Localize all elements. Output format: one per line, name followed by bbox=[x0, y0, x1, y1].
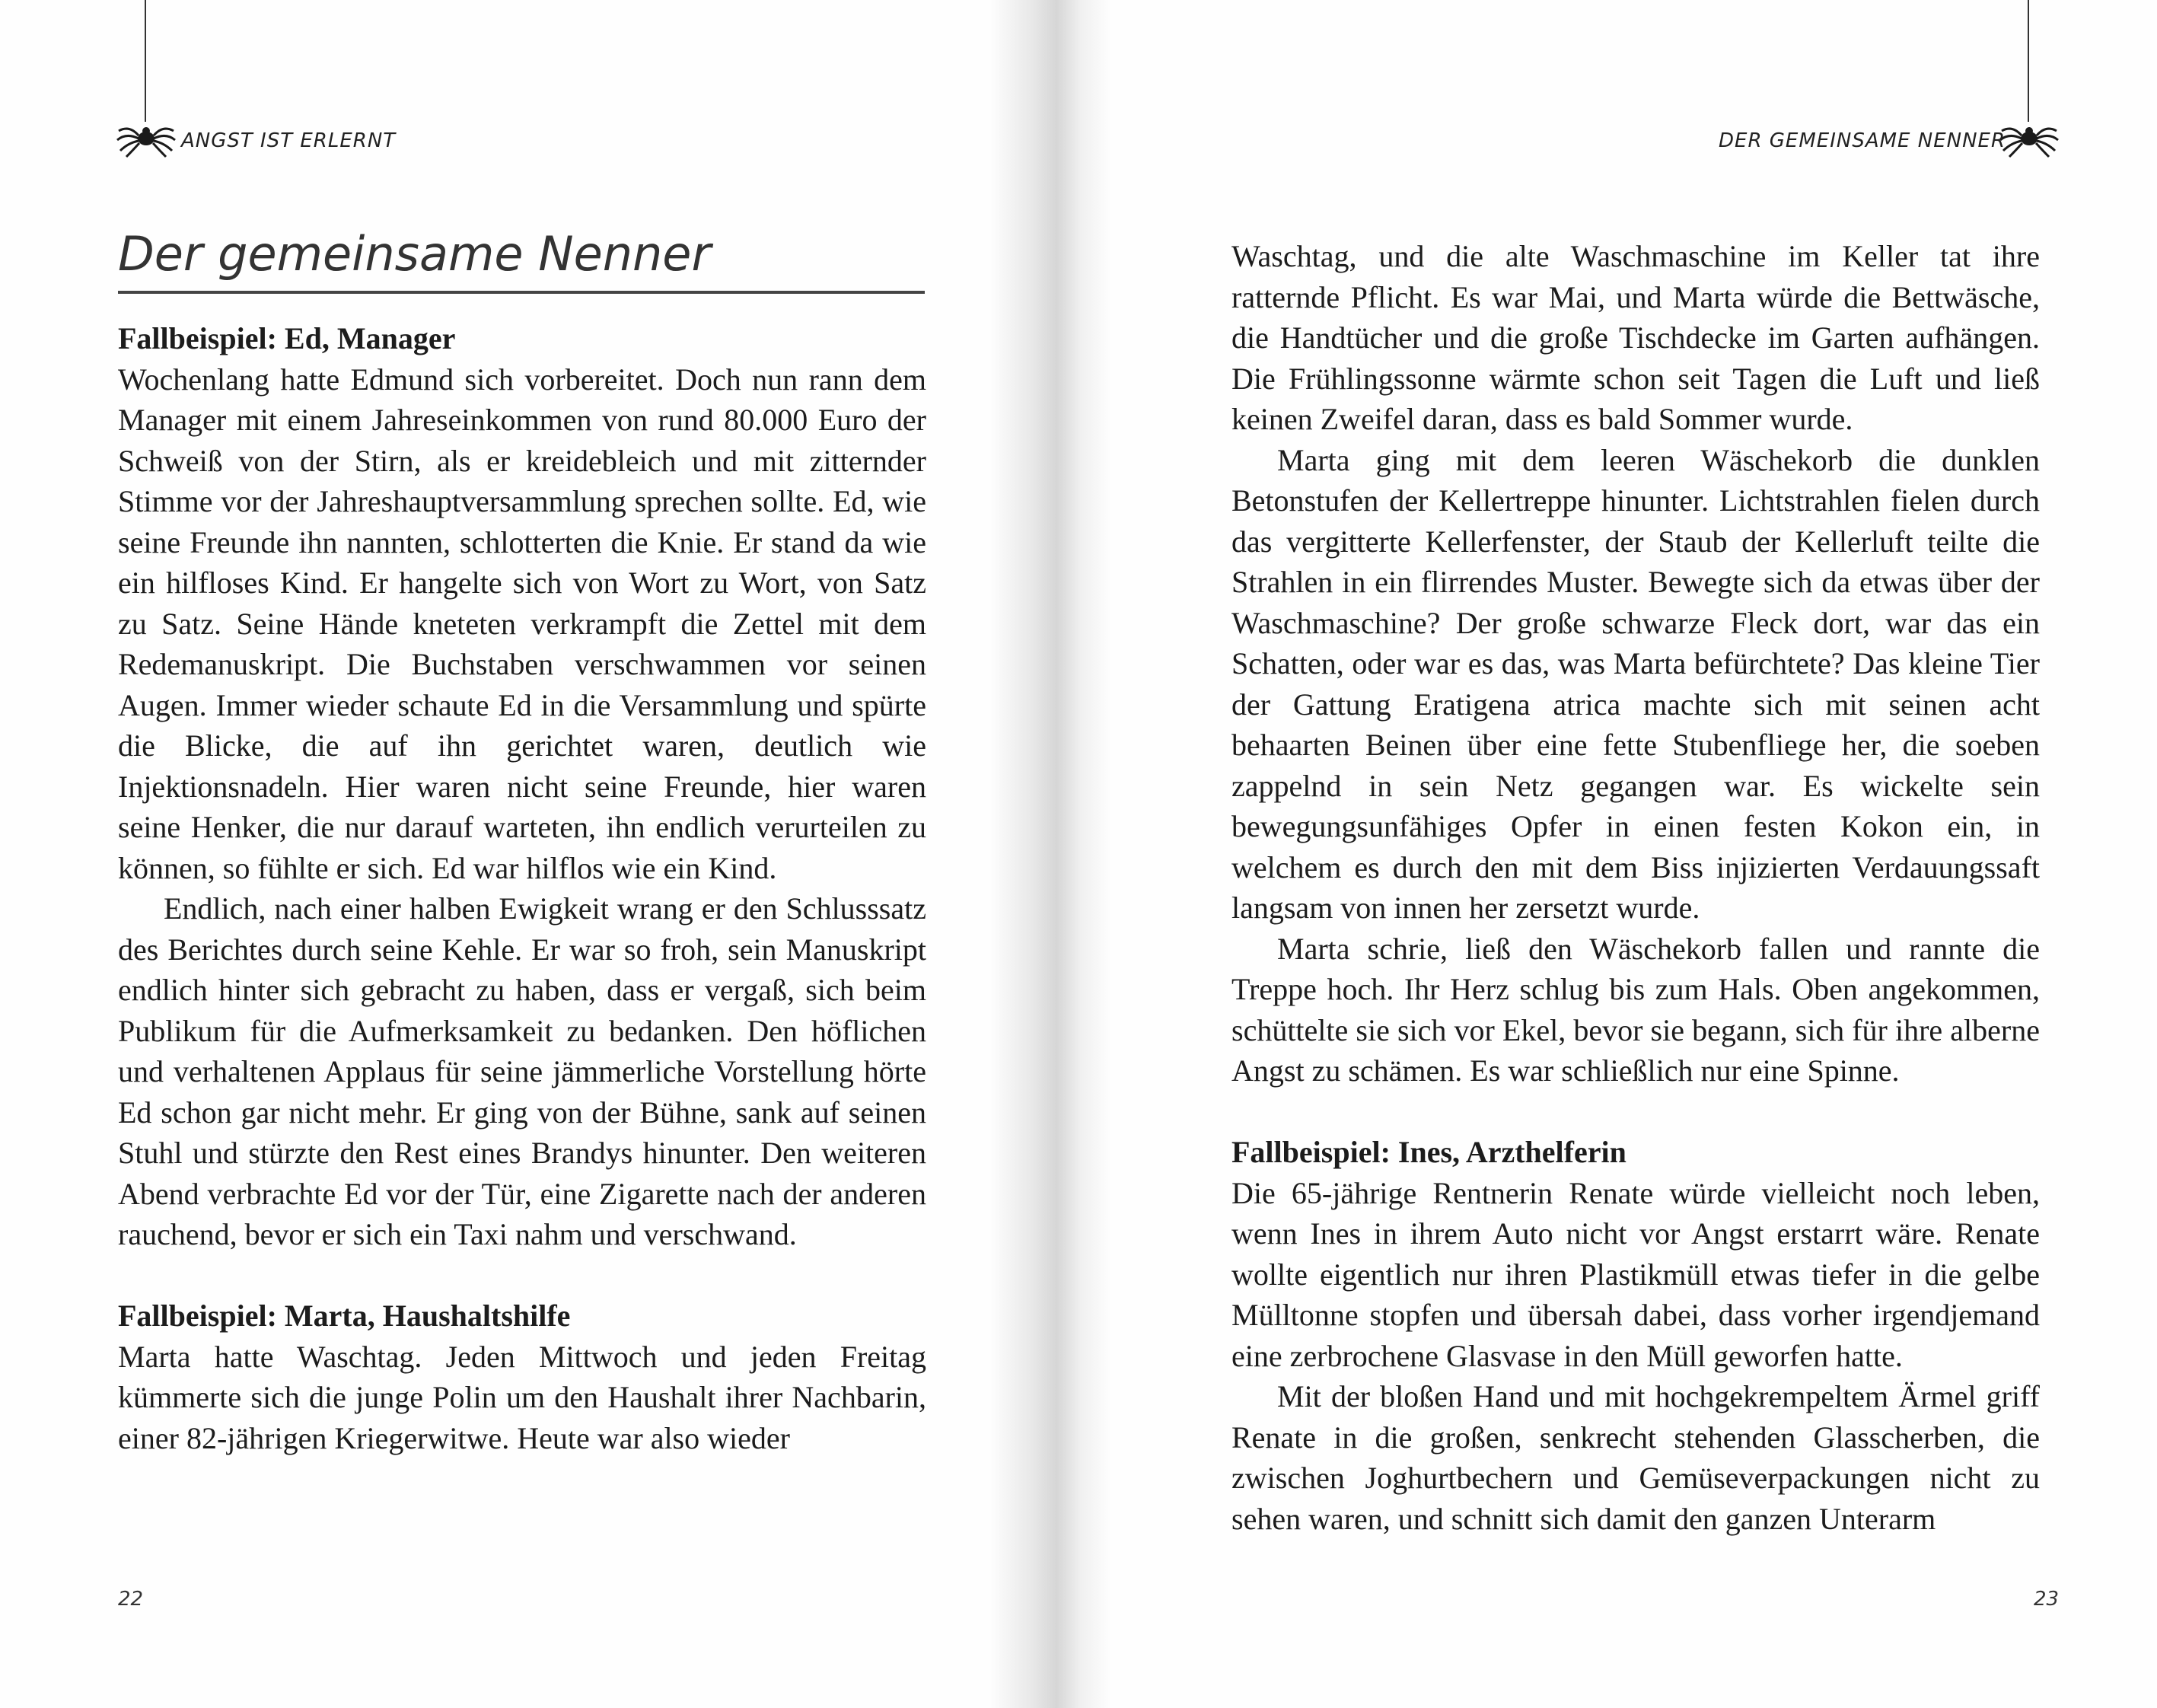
page-number-right: 23 bbox=[2034, 1588, 2060, 1611]
paragraph: Marta ging mit dem leeren Wäschekorb die dunklen Betonstufen der Kellertreppe hinunter. Lichtstrahlen fielen durch das vergitterte Kellerfenster, der Staub der Kellerluft teilte die Strahlen in ein flirrendes Muster. Bewegte sich da etwas über der Waschmaschine? Der große schwarze Fleck dort, war das ein Schatten, oder war es das, was Marta befürchtete? Das kleine Tier der Gattung Eratigena atrica machte sich mit seinen acht behaarten Beinen über eine fette Stubenfliege her, die soeben zappelnd in sein Netz gegangen war. Es wickelte sein bewegungsunfähiges Opfer in einen festen Kokon ein, in welchem es durch den mit dem Biss injizierten Verdauungssaft langsam von innen her zersetzt wurde. bbox=[1231, 442, 2040, 925]
paragraph: Marta hatte Waschtag. Jeden Mittwoch und jeden Freitag kümmerte sich die junge Polin um den Haushalt ihrer Nachbarin, einer 82-jährigen Kriegerwitwe. Heute war also wieder bbox=[118, 1339, 926, 1455]
chapter-title: Der gemeinsame Nenner bbox=[118, 228, 925, 294]
spider-icon bbox=[1999, 120, 2060, 158]
case-heading-marta: Fallbeispiel: Marta, Haushaltshilfe bbox=[118, 1299, 571, 1333]
paragraph: Marta schrie, ließ den Wäschekorb fallen und rannte die Treppe hoch. Ihr Herz schlug bis zum Hals. Oben angekommen, schüttelte sie sich vor Ekel, bevor sie begann, sich für ihre alberne Angst zu schämen. Es war schließlich nur eine Spinne. bbox=[1231, 931, 2040, 1088]
page-number-left: 22 bbox=[118, 1588, 144, 1611]
paragraph: Waschtag, und die alte Waschmaschine im Keller tat ihre ratternde Pflicht. Es war Mai, und Marta würde die Bettwäsche, die Handtücher und die große Tischdecke im Garten aufhängen. Die Frühlingssonne wärmte schon seit Tagen die Luft und ließ keinen Zweifel daran, dass es bald Sommer wurde. bbox=[1231, 239, 2040, 436]
paragraph: Endlich, nach einer halben Ewigkeit wrang er den Schlusssatz des Berichtes durch seine Kehle. Er war so froh, sein Manuskript endlich hinter sich gebracht zu haben, dass er vergaß, sich beim Publikum für die Aufmerksamkeit zu bedanken. Den höflichen und verhaltenen Applaus für seine jämmerliche Vorstellung hörte Ed schon gar nicht mehr. Er ging von der Bühne, sank auf seinen Stuhl und stürzte den Rest eines Brandys hinunter. Den weiteren Abend verbrachte Ed vor der Tür, eine Zigarette nach der anderen rauchend, bevor er sich ein Taxi nahm und verschwand. bbox=[118, 891, 926, 1251]
case-heading-ines: Fallbeispiel: Ines, Arzthelferin bbox=[1231, 1135, 1627, 1169]
running-head-right: DER GEMEINSAME NENNER bbox=[1719, 129, 2006, 152]
spider-thread bbox=[145, 0, 146, 122]
right-text-column bbox=[1231, 236, 2040, 1539]
left-text-column bbox=[118, 318, 926, 1458]
spider-icon bbox=[116, 120, 177, 158]
running-head-left: ANGST IST ERLERNT bbox=[181, 129, 397, 152]
paragraph: Die 65-jährige Rentnerin Renate würde vielleicht noch leben, wenn Ines in ihrem Auto nicht vor Angst erstarrt wäre. Renate wollte eigentlich nur ihren Plastikmüll etwas tiefer in die gelbe Mülltonne stopfen und übersah dabei, dass vorher irgendjemand eine zerbrochene Glasvase in den Müll geworfen hatte. bbox=[1231, 1175, 2040, 1373]
paragraph: Wochenlang hatte Edmund sich vorbereitet. Doch nun rann dem Manager mit einem Jahreseinkommen von rund 80.000 Euro der Schweiß von der Stirn, als er kreidebleich und mit zitternder Stimme vor der Jahreshauptversammlung sprechen sollte. Ed, wie seine Freunde ihn nannten, schlotterten die Knie. Er stand da wie ein hilfloses Kind. Er hangelte sich von Wort zu Wort, von Satz zu Satz. Seine Hände kneteten verkrampft die Zettel mit dem Redemanuskript. Die Buchstaben verschwammen vor seinen Augen. Immer wieder schaute Ed in die Versammlung und spürte die Blicke, die auf ihn gerichtet waren, deutlich wie Injektionsnadeln. Hier waren nicht seine Freunde, hier waren seine Henker, die nur darauf warteten, ihn endlich verurteilen zu können, so fühlte er sich. Ed war hilflos wie ein Kind. bbox=[118, 362, 926, 885]
spider-thread bbox=[2028, 0, 2029, 122]
case-heading-ed: Fallbeispiel: Ed, Manager bbox=[118, 321, 456, 355]
left-page bbox=[0, 0, 1066, 1708]
paragraph: Mit der bloßen Hand und mit hochgekrempeltem Ärmel griff Renate in die großen, senkrecht stehenden Glasscherben, die zwischen Joghurtbechern und Gemüseverpackungen nicht zu sehen waren, und schnitt sich damit den ganzen Unterarm bbox=[1231, 1379, 2040, 1536]
